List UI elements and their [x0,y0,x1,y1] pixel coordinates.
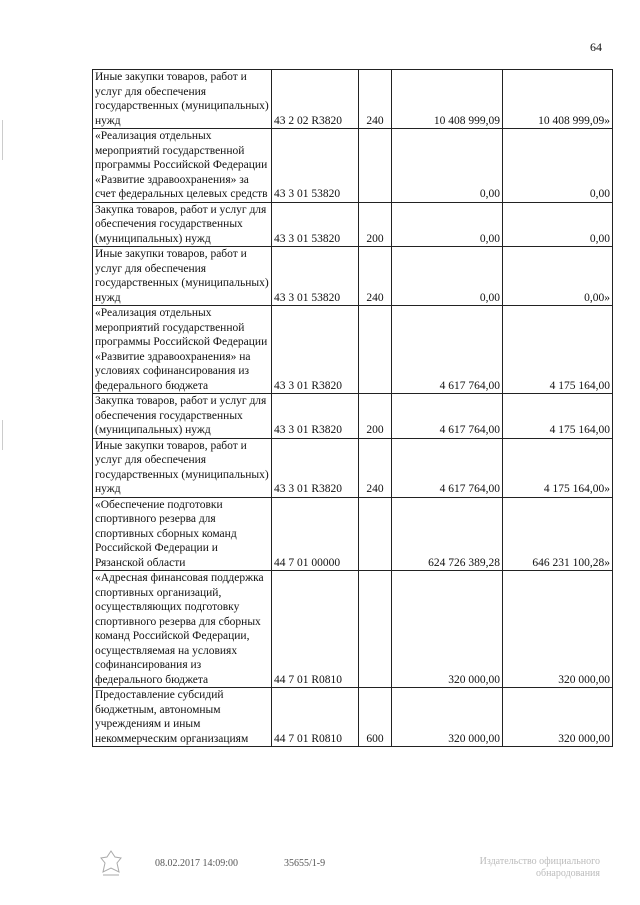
cell-name: Закупка товаров, работ и услуг для обеспечения государственных (муниципальных) нужд [93,202,272,247]
cell-value-2: 320 000,00 [503,688,613,747]
cell-value-1: 0,00 [392,202,503,247]
cell-code: 43 3 01 R3820 [272,438,359,497]
cell-value-1: 4 617 764,00 [392,306,503,394]
cell-type: 200 [359,202,392,247]
footer-doc-number: 35655/1-9 [284,858,326,869]
table-row [93,438,613,497]
cell-code: 43 3 01 R3820 [272,394,359,439]
cell-name: Закупка товаров, работ и услуг для обеспечения государственных (муниципальных) нужд [93,394,272,439]
cell-name: «Адресная финансовая поддержка спортивных организаций, осуществляющих подготовку спортивного резерва для сборных команд Российской Федерации, осуществляемая на условиях софинансирования из федерального бюджета [93,571,272,688]
cell-value-1: 320 000,00 [392,688,503,747]
stamp-text [440,856,600,880]
cell-name: «Реализация отдельных мероприятий государственной программы Российской Федерации «Развитие здравоохранения» на условиях софинансирования из федерального бюджета [93,306,272,394]
cell-name: «Реализация отдельных мероприятий государственной программы Российской Федерации «Развитие здравоохранения» за счет федеральных целевых средств [93,129,272,203]
margin-mark [2,120,3,160]
cell-type: 200 [359,394,392,439]
budget-table [92,69,613,747]
table-row [93,70,613,129]
table-row [93,129,613,203]
cell-name: «Обеспечение подготовки спортивного резерва для спортивных сборных команд Российской Федерации и Рязанской области [93,497,272,571]
cell-value-2: 4 175 164,00» [503,438,613,497]
cell-value-2: 320 000,00 [503,571,613,688]
cell-code: 43 3 01 53820 [272,129,359,203]
cell-value-2: 4 175 164,00 [503,394,613,439]
page-number: 64 [590,40,602,54]
cell-code: 44 7 01 R0810 [272,688,359,747]
cell-value-1: 320 000,00 [392,571,503,688]
cell-name: Иные закупки товаров, работ и услуг для обеспечения государственных (муниципальных) нужд [93,438,272,497]
stamp-line: Издательство официального [479,856,600,867]
table-row [93,497,613,571]
cell-type [359,129,392,203]
cell-type: 240 [359,247,392,306]
cell-code: 44 7 01 00000 [272,497,359,571]
cell-code: 43 2 02 R3820 [272,70,359,129]
cell-value-1: 10 408 999,09 [392,70,503,129]
cell-code: 43 3 01 53820 [272,202,359,247]
cell-value-1: 624 726 389,28 [392,497,503,571]
cell-code: 44 7 01 R0810 [272,571,359,688]
cell-type [359,306,392,394]
cell-code: 43 3 01 53820 [272,247,359,306]
cell-value-1: 0,00 [392,129,503,203]
margin-mark [2,420,3,450]
cell-value-2: 0,00» [503,247,613,306]
cell-type [359,571,392,688]
cell-value-1: 0,00 [392,247,503,306]
table-row [93,247,613,306]
cell-type: 240 [359,438,392,497]
cell-value-2: 646 231 100,28» [503,497,613,571]
cell-value-1: 4 617 764,00 [392,394,503,439]
cell-value-1: 4 617 764,00 [392,438,503,497]
cell-name: Иные закупки товаров, работ и услуг для обеспечения государственных (муниципальных) нужд [93,247,272,306]
cell-type: 240 [359,70,392,129]
cell-value-2: 0,00 [503,129,613,203]
cell-name: Предоставление субсидий бюджетным, автономным учреждениям и иным некоммерческим организациям [93,688,272,747]
table-row [93,571,613,688]
table-row [93,394,613,439]
stamp-line: обнародования [535,868,600,879]
table-row [93,688,613,747]
table-row [93,202,613,247]
cell-value-2: 10 408 999,09» [503,70,613,129]
cell-type [359,497,392,571]
cell-value-2: 4 175 164,00 [503,306,613,394]
footer-datetime: 08.02.2017 14:09:00 [155,858,239,869]
table-row [93,306,613,394]
cell-name: Иные закупки товаров, работ и услуг для обеспечения государственных (муниципальных) нужд [93,70,272,129]
emblem-icon [97,848,125,878]
cell-code: 43 3 01 R3820 [272,306,359,394]
cell-type: 600 [359,688,392,747]
cell-value-2: 0,00 [503,202,613,247]
